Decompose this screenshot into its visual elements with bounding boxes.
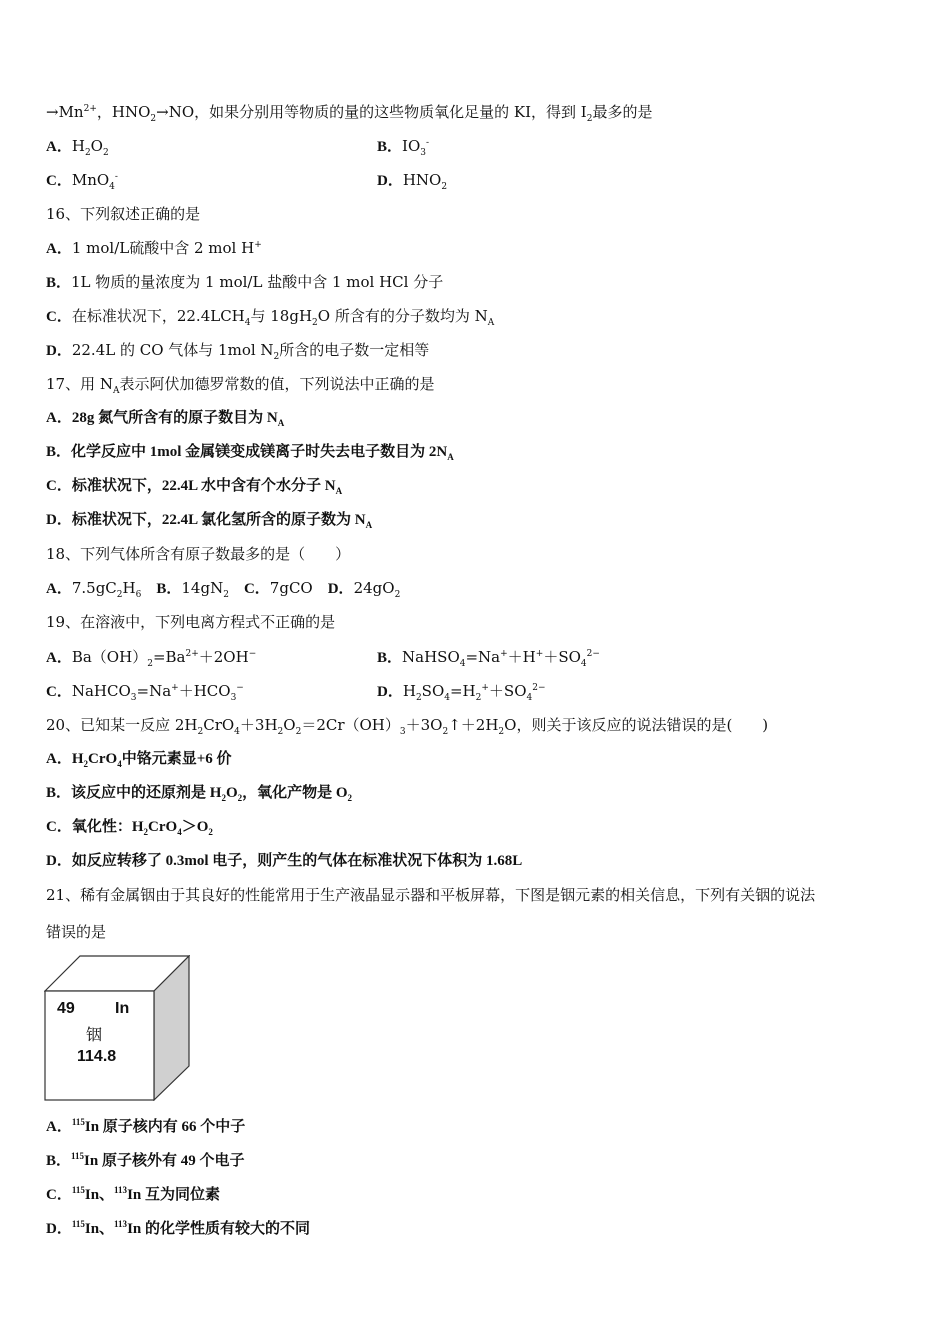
option-label: B．: [46, 785, 72, 801]
subscript: A: [365, 520, 373, 530]
subscript: 2: [221, 793, 226, 803]
subscript: 2: [295, 727, 302, 737]
text-run: 所含的电子数一定相等: [279, 341, 430, 359]
option: [46, 408, 284, 428]
superscript: +: [254, 240, 262, 250]
option: [46, 272, 443, 293]
option: [46, 579, 156, 600]
text-run: 1L 物质的量浓度为 1 mol/L 盐酸中含 1 mol HCl 分子: [71, 273, 444, 291]
text-run: 17、用 N: [46, 375, 113, 393]
superscript: 115: [71, 1117, 85, 1127]
subscript: 2: [143, 827, 149, 837]
subscript: 2: [237, 793, 243, 803]
option-label: C．: [46, 819, 72, 835]
option-label: A．: [46, 650, 72, 666]
text-run: 最多的是: [592, 103, 653, 121]
subscript: 2: [415, 693, 422, 703]
text-run: ＋2OH: [198, 648, 249, 666]
text-run: H: [71, 751, 84, 767]
atomic-mass: 114.8: [77, 1048, 117, 1065]
question-text: [46, 204, 200, 224]
option-label: D．: [46, 343, 72, 359]
text-run: In 的化学性质有较大的不同: [127, 1221, 310, 1237]
text-run: In 原子核外有 49 个电子: [84, 1153, 245, 1169]
superscript: +: [535, 649, 544, 659]
subscript: 2: [208, 827, 213, 837]
subscript: 4: [117, 759, 122, 769]
text-run: 氧化性：H: [71, 819, 144, 835]
cube-figure: [44, 955, 190, 1101]
option-label: A．: [46, 410, 72, 426]
subscript: A: [335, 486, 343, 496]
subscript: 2: [312, 318, 318, 328]
option-label: D．: [46, 512, 72, 528]
text-run: =Ba: [152, 648, 186, 666]
subscript: 2: [150, 114, 157, 124]
subscript: 3: [399, 727, 406, 737]
text-run: =Na: [136, 682, 172, 700]
option: [377, 170, 447, 191]
text-line: [46, 578, 400, 599]
superscript: −: [248, 649, 257, 659]
superscript: +: [171, 683, 179, 693]
option-label: D．: [46, 1221, 72, 1237]
question-text: [46, 922, 106, 942]
subscript: 2: [197, 727, 204, 737]
superscript: -: [425, 138, 430, 148]
subscript: A: [487, 318, 495, 328]
subscript: 2: [347, 793, 353, 803]
superscript: 113: [114, 1185, 128, 1195]
subscript: 2: [442, 727, 449, 737]
text-run: HNO: [402, 171, 442, 189]
text-run: SO: [421, 682, 445, 700]
option: [46, 817, 213, 837]
element-name: 铟: [86, 1025, 103, 1044]
text-run: [229, 579, 244, 597]
subscript: 2: [441, 182, 448, 192]
text-run: ，HNO: [96, 103, 151, 121]
subscript: 4: [526, 693, 533, 703]
text-run: In、: [84, 1221, 115, 1237]
text-run: 21、稀有金属铟由于其良好的性能常用于生产液晶显示器和平板屏幕，下图是铟元素的相关信息，下列有关铟的说法: [46, 886, 816, 904]
text-run: ＞O: [181, 819, 209, 835]
subscript: 2: [84, 148, 91, 158]
text-run: 19、在溶液中，下列电离方程式不正确的是: [46, 613, 336, 631]
subscript: 2: [223, 590, 229, 600]
option-label: B．: [46, 444, 72, 460]
text-run: ＋H: [507, 648, 536, 666]
question-text: [46, 374, 435, 394]
subscript: 4: [177, 827, 182, 837]
subscript: A: [447, 452, 454, 462]
option: [327, 579, 401, 600]
superscript: 2+: [185, 649, 199, 659]
option: [46, 1151, 244, 1171]
option: [46, 476, 342, 496]
subscript: 2: [83, 759, 89, 769]
option: [46, 442, 454, 462]
atomic-number: 49: [57, 1000, 75, 1017]
text-run: In、: [84, 1187, 115, 1203]
subscript: A: [277, 418, 285, 428]
superscript: 2−: [586, 649, 600, 659]
option-label: D．: [327, 581, 354, 597]
text-run: 在标准状况下，22.4LCH: [71, 307, 245, 325]
option-label: C．: [46, 684, 72, 700]
element-symbol: In: [115, 1000, 130, 1017]
text-run: 化学反应中 1mol 金属镁变成镁离子时失去电子数目为 2N: [71, 444, 448, 460]
text-run: 标准状况下，22.4L 氯化氢所含的原子数为 N: [71, 512, 366, 528]
text-run: CrO: [203, 716, 235, 734]
option-label: B．: [46, 275, 72, 291]
text-run: ＋HCO: [178, 682, 231, 700]
option: [46, 783, 352, 803]
option: [377, 136, 429, 157]
text-run: 表示阿伏加德罗常数的值，下列说法中正确的是: [119, 375, 435, 393]
text-run: H: [402, 682, 416, 700]
subscript: 2: [475, 693, 482, 703]
option-label: C．: [46, 173, 72, 189]
text-run: NaHCO: [71, 682, 131, 700]
text-run: 16、下列叙述正确的是: [46, 205, 201, 223]
subscript: 3: [420, 148, 426, 158]
indium-element-card: [44, 955, 190, 1101]
option-label: D．: [377, 684, 403, 700]
subscript: 4: [444, 693, 450, 703]
option-label: C．: [46, 1187, 72, 1203]
subscript: 2: [273, 352, 280, 362]
subscript: 2: [102, 148, 109, 158]
text-run: 20、已知某一反应 2H: [46, 716, 198, 734]
text-run: MnO: [71, 171, 110, 189]
option: [46, 170, 118, 191]
question-text: [46, 612, 335, 632]
text-run: →Mn: [46, 103, 84, 121]
superscript: 2−: [532, 683, 546, 693]
option-label: B．: [156, 581, 182, 597]
option: [46, 136, 109, 157]
superscript: 2+: [83, 104, 97, 114]
option: [46, 1185, 220, 1205]
text-run: 错误的是: [46, 923, 107, 941]
text-run: ＋SO: [543, 648, 581, 666]
option-label: B．: [377, 650, 403, 666]
subscript: 4: [459, 659, 466, 669]
subscript: 4: [580, 659, 587, 669]
subscript: 3: [130, 693, 137, 703]
text-run: [141, 579, 156, 597]
option-label: A．: [46, 241, 72, 257]
text-run: O: [90, 137, 103, 155]
subscript: 6: [135, 590, 142, 600]
option: [377, 647, 600, 668]
text-run: 7gCO: [269, 579, 328, 597]
question-text: [46, 715, 768, 735]
option-label: A．: [46, 139, 72, 155]
superscript: +: [500, 649, 508, 659]
text-run: O 所含有的分子数均为 N: [317, 307, 488, 325]
option-label: A．: [46, 581, 72, 597]
text-run: 标准状况下，22.4L 水中含有个水分子 N: [71, 478, 336, 494]
text-run: IO: [402, 137, 421, 155]
subscript: 4: [244, 318, 251, 328]
text-run: O: [225, 785, 238, 801]
question-text: [46, 102, 652, 122]
text-run: CrO: [88, 751, 118, 767]
option: [46, 851, 522, 871]
text-run: In 原子核内有 66 个中子: [84, 1119, 246, 1135]
text-run: 14gN: [181, 579, 224, 597]
text-run: 22.4L 的 CO 气体与 1mol N: [71, 341, 274, 359]
text-run: Ba（OH）: [71, 648, 148, 666]
superscript: +: [481, 683, 489, 693]
subscript: 2: [277, 727, 284, 737]
subscript: 4: [109, 182, 115, 192]
option: [46, 306, 494, 327]
text-run: 中铬元素显+6 价: [121, 751, 232, 767]
option-label: B．: [377, 139, 403, 155]
text-run: 18、下列气体所含有原子数最多的是（ ）: [46, 545, 351, 563]
text-run: 1 mol/L硫酸中含 2 mol H: [71, 239, 255, 257]
text-run: H: [122, 579, 136, 597]
text-run: →NO，如果分别用等物质的量的这些物质氧化足量的 KI，得到 I: [156, 103, 587, 121]
question-text: [46, 544, 350, 564]
option-label: C．: [46, 309, 72, 325]
option: [46, 681, 244, 702]
option: [46, 1117, 245, 1137]
text-run: ，氧化产物是 O: [242, 785, 348, 801]
text-run: CrO: [148, 819, 178, 835]
text-run: 与 18gH: [250, 307, 313, 325]
option-label: D．: [46, 853, 72, 869]
subscript: 3: [230, 693, 237, 703]
subscript: 2: [394, 590, 401, 600]
subscript: 2: [498, 727, 505, 737]
question-text: [46, 885, 815, 905]
option-label: A．: [46, 1119, 72, 1135]
subscript: 2: [147, 659, 153, 669]
text-run: H: [71, 137, 85, 155]
superscript: 113: [114, 1219, 128, 1229]
superscript: -: [114, 172, 118, 182]
text-run: O，则关于该反应的说法错误的是( ): [504, 716, 769, 734]
text-run: =Na: [465, 648, 501, 666]
subscript: 2: [116, 590, 123, 600]
option: [46, 1219, 310, 1239]
option: [244, 579, 328, 597]
superscript: 115: [71, 1151, 85, 1161]
text-run: O: [283, 716, 296, 734]
superscript: 115: [71, 1219, 85, 1229]
option-label: C．: [46, 478, 72, 494]
option: [377, 681, 546, 702]
text-run: NaHSO: [402, 648, 460, 666]
text-run: 该反应中的还原剂是 H: [71, 785, 222, 801]
option: [46, 340, 429, 361]
option-label: B．: [46, 1153, 72, 1169]
subscript: 4: [234, 727, 240, 737]
text-run: 如反应转移了 0.3mol 电子，则产生的气体在标准状况下体积为 1.68L: [71, 853, 523, 869]
option: [46, 510, 372, 530]
option: [46, 647, 256, 668]
text-run: 24gO: [353, 579, 395, 597]
superscript: 115: [71, 1185, 85, 1195]
text-run: 7.5gC: [71, 579, 117, 597]
option: [46, 749, 232, 769]
option: [156, 579, 244, 600]
text-run: In 互为同位素: [127, 1187, 220, 1203]
superscript: −: [236, 683, 244, 693]
text-run: ↑＋2H: [448, 716, 499, 734]
text-run: ＋3H: [239, 716, 278, 734]
subscript: 2: [586, 114, 593, 124]
option-label: D．: [377, 173, 403, 189]
option-label: C．: [243, 581, 270, 597]
text-run: ＋SO: [488, 682, 527, 700]
text-run: =H: [449, 682, 476, 700]
text-run: 28g 氮气所含有的原子数目为 N: [71, 410, 278, 426]
option-label: A．: [46, 751, 72, 767]
option: [46, 238, 262, 259]
text-run: ＋3O: [405, 716, 443, 734]
subscript: A: [112, 386, 120, 396]
text-run: ＝2Cr（OH）: [301, 716, 400, 734]
